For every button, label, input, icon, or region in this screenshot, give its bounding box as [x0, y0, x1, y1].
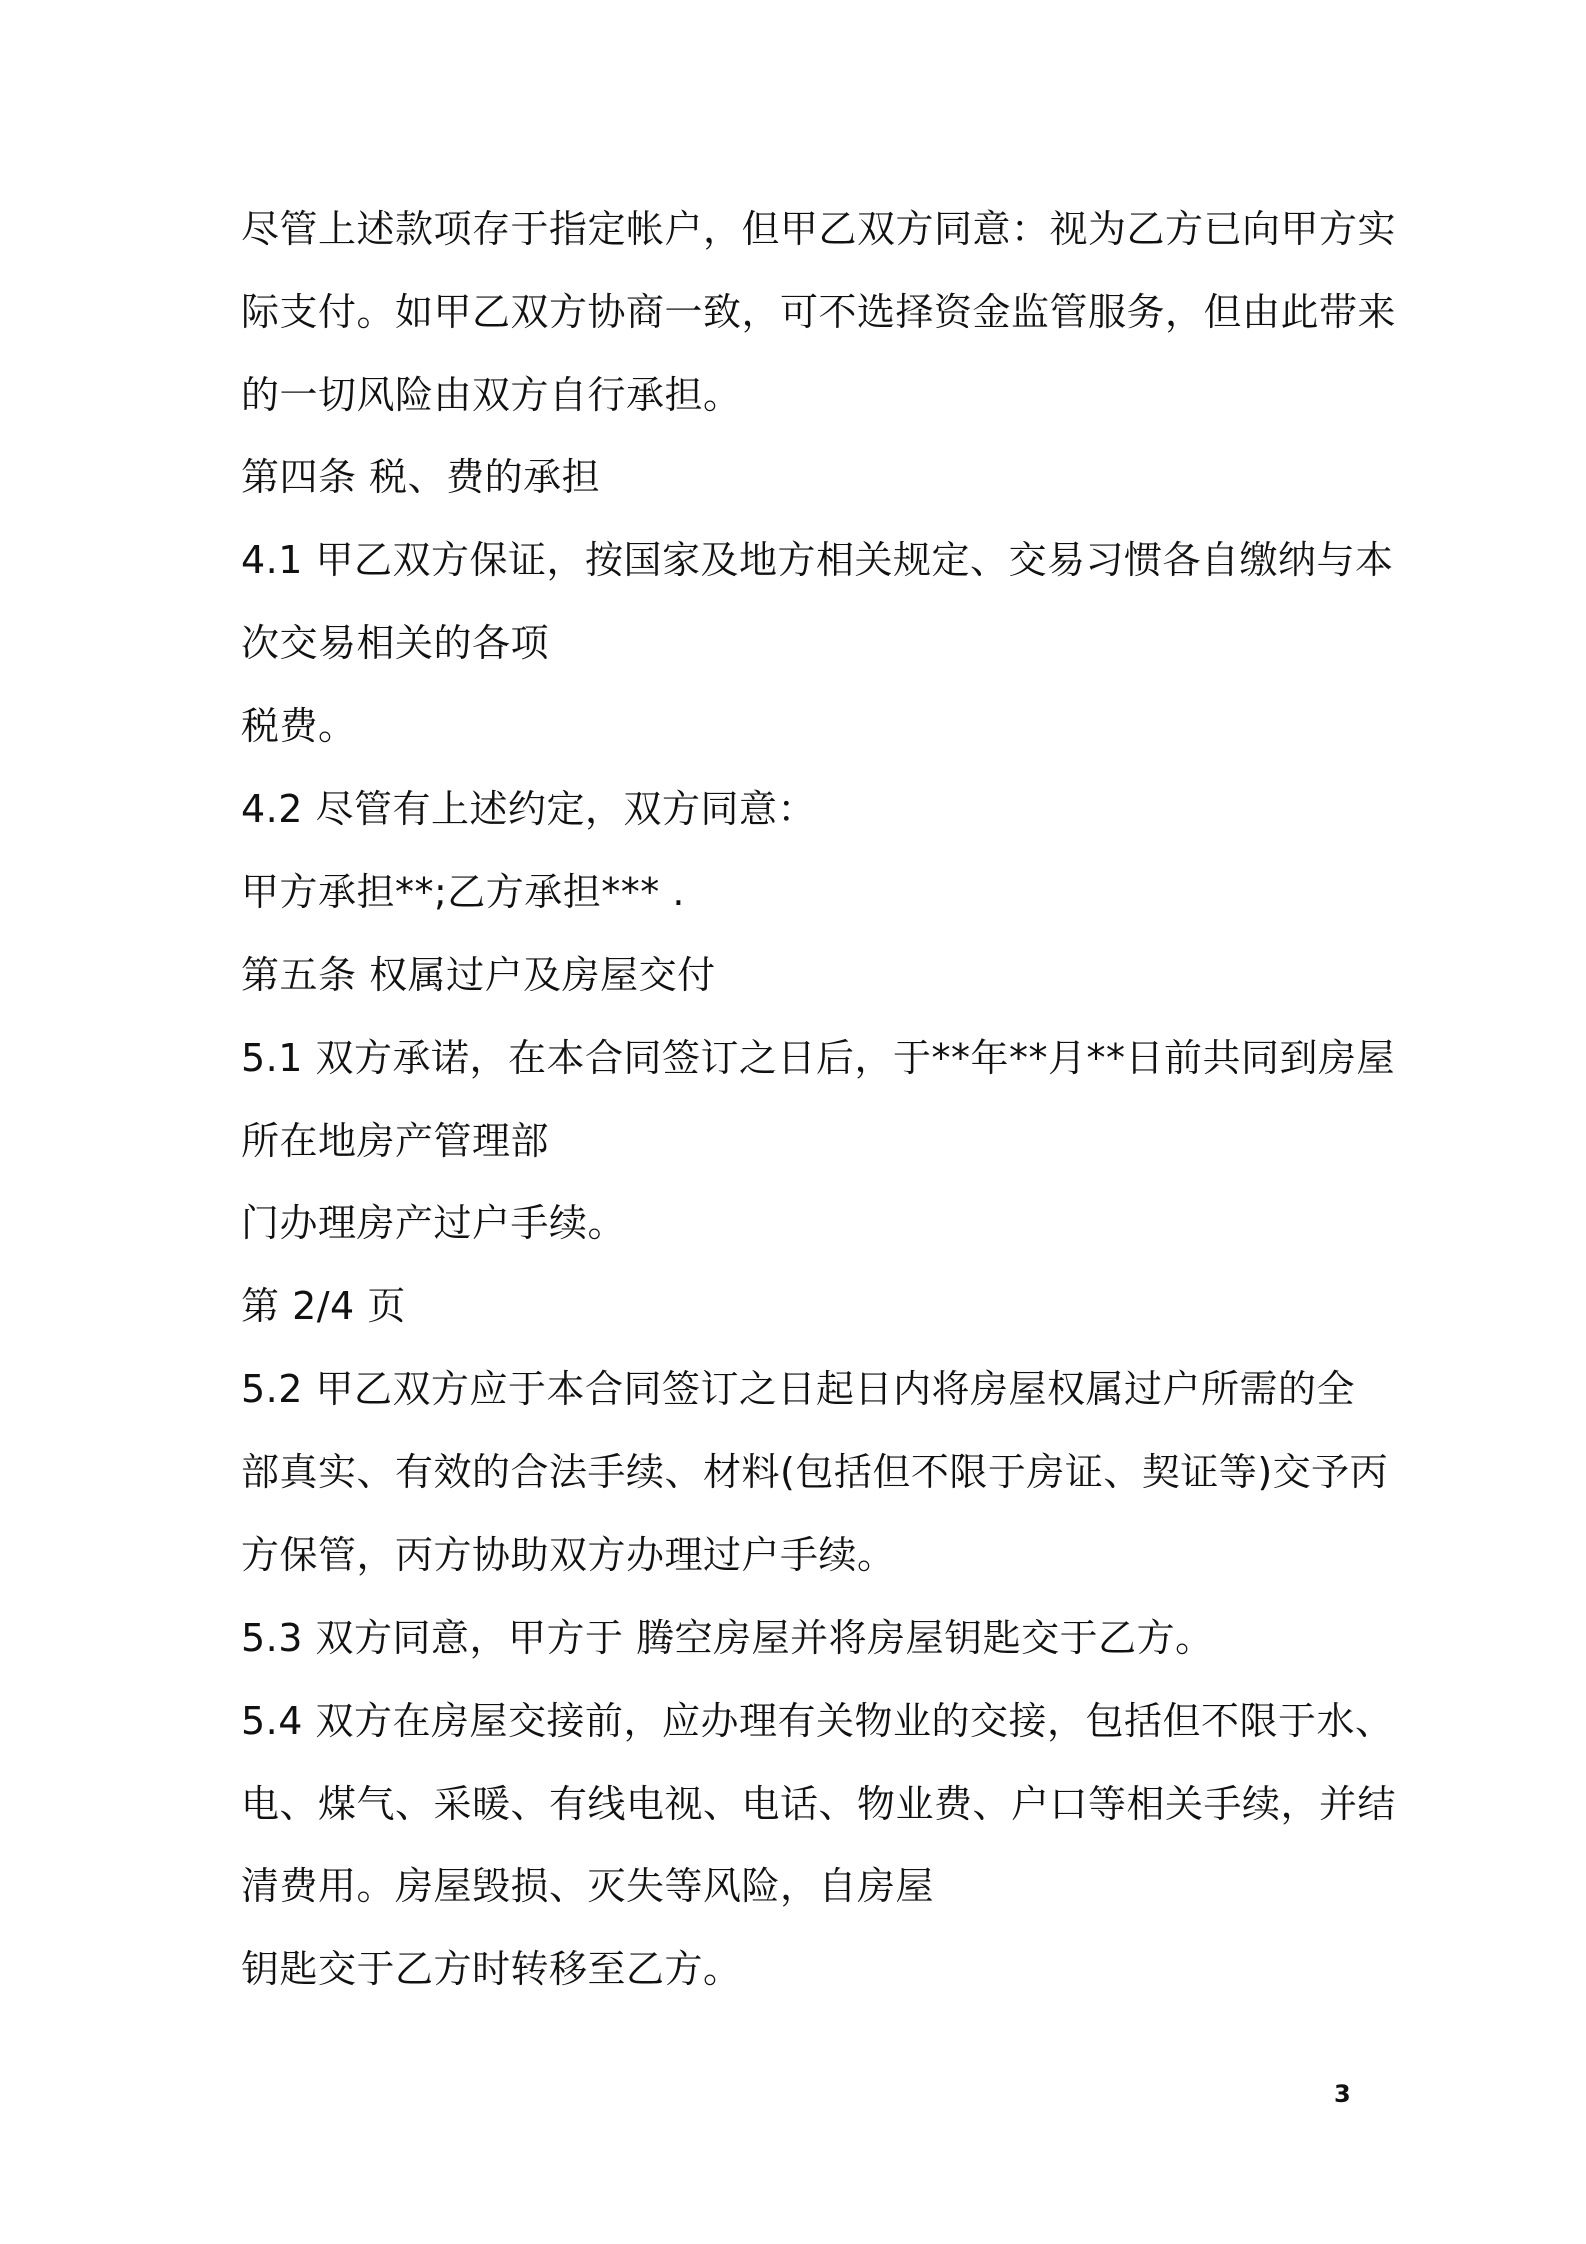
text-line-5: 4.1 甲乙双方保证，按国家及地方相关规定、交易习惯各自缴纳与本	[241, 538, 1394, 582]
text-line-3: 的一切风险由双方自行承担。	[241, 373, 742, 417]
page-number: 3	[1334, 2080, 1351, 2108]
text-line-7: 税费。	[241, 704, 357, 748]
text-line-9: 甲方承担**;乙方承担*** .	[241, 870, 685, 914]
text-line-17: 方保管，丙方协助双方办理过户手续。	[241, 1533, 896, 1577]
page-indicator: 第 2/4 页	[241, 1284, 406, 1328]
section-heading-5: 第五条 权属过户及房屋交付	[241, 953, 716, 997]
section-heading-4: 第四条 税、费的承担	[241, 455, 601, 499]
text-line-19: 5.4 双方在房屋交接前，应办理有关物业的交接，包括但不限于水、	[241, 1699, 1394, 1743]
text-line-13: 门办理房产过户手续。	[241, 1201, 627, 1245]
text-line-20: 电、煤气、采暖、有线电视、电话、物业费、户口等相关手续，并结	[241, 1782, 1397, 1826]
text-line-22: 钥匙交于乙方时转移至乙方。	[241, 1947, 742, 1991]
text-line-18: 5.3 双方同意，甲方于 腾空房屋并将房屋钥匙交于乙方。	[241, 1616, 1214, 1660]
text-line-15: 5.2 甲乙双方应于本合同签订之日起日内将房屋权属过户所需的全	[241, 1367, 1356, 1411]
text-line-11: 5.1 双方承诺，在本合同签订之日后，于**年**月**日前共同到房屋	[241, 1036, 1396, 1080]
text-line-2: 际支付。如甲乙双方协商一致，可不选择资金监管服务，但由此带来	[241, 290, 1397, 334]
text-line-6: 次交易相关的各项	[241, 621, 550, 665]
text-line-8: 4.2 尽管有上述约定，双方同意：	[241, 787, 817, 831]
text-line-1: 尽管上述款项存于指定帐户，但甲乙双方同意：视为乙方已向甲方实	[241, 207, 1397, 251]
text-line-16: 部真实、有效的合法手续、材料(包括但不限于房证、契证等)交予丙	[241, 1450, 1389, 1494]
text-line-21: 清费用。房屋毁损、灭失等风险，自房屋	[241, 1864, 935, 1908]
text-line-12: 所在地房产管理部	[241, 1119, 550, 1163]
